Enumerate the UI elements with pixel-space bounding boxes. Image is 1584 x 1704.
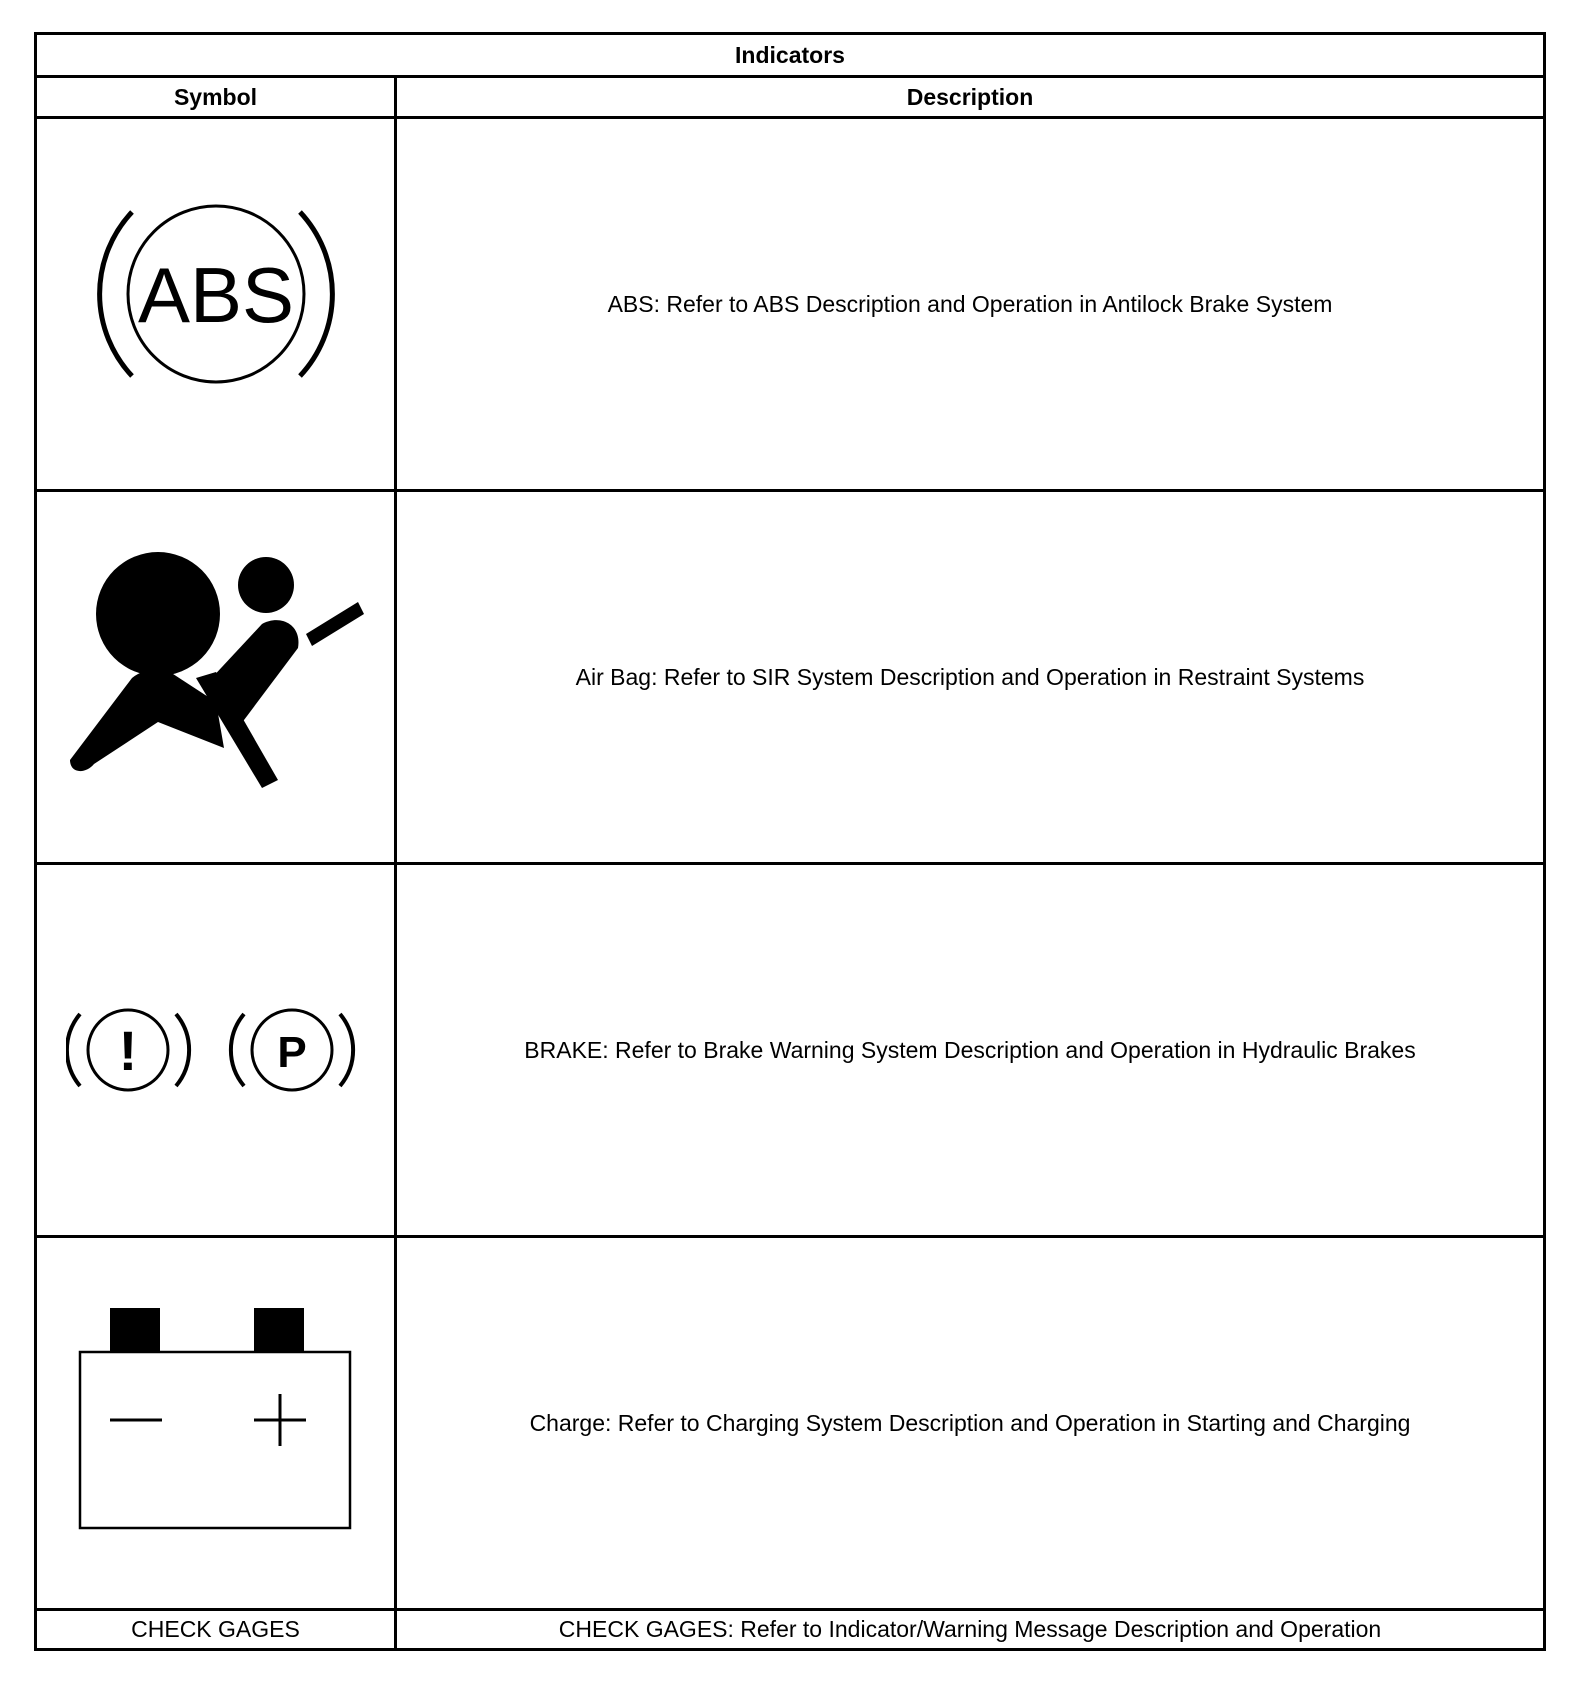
header-symbol: Symbol bbox=[36, 77, 396, 118]
symbol-cell bbox=[36, 118, 396, 491]
table-row bbox=[36, 1610, 1545, 1650]
description-cell: Air Bag: Refer to SIR System Description and Operation in Restraint Systems bbox=[396, 491, 1545, 864]
description-cell: ABS: Refer to ABS Description and Operation in Antilock Brake System bbox=[396, 118, 1545, 491]
description-cell: Charge: Refer to Charging System Description and Operation in Starting and Charging bbox=[396, 1237, 1545, 1610]
table-row bbox=[36, 491, 1545, 864]
indicators-table bbox=[34, 32, 1546, 1651]
abs-warning-icon bbox=[96, 204, 336, 404]
parking-brake-icon bbox=[230, 1010, 352, 1090]
table-row bbox=[36, 1237, 1545, 1610]
symbol-cell bbox=[36, 864, 396, 1237]
header-description: Description bbox=[396, 77, 1545, 118]
brake-park-text: P bbox=[276, 1028, 307, 1077]
brake-exclaim-text: ! bbox=[118, 1019, 137, 1082]
battery-charge-icon bbox=[76, 1308, 356, 1538]
symbol-cell bbox=[36, 1237, 396, 1610]
brake-warning-icons bbox=[66, 1000, 366, 1100]
symbol-cell bbox=[36, 491, 396, 864]
table-title: Indicators bbox=[36, 34, 1545, 77]
symbol-cell: CHECK GAGES bbox=[36, 1610, 396, 1650]
brake-exclaim-icon bbox=[66, 1010, 188, 1090]
table-row bbox=[36, 864, 1545, 1237]
air-bag-icon bbox=[66, 552, 366, 802]
table-row bbox=[36, 118, 1545, 491]
abs-text: ABS bbox=[137, 251, 294, 339]
description-cell: CHECK GAGES: Refer to Indicator/Warning Message Description and Operation bbox=[396, 1610, 1545, 1650]
description-cell: BRAKE: Refer to Brake Warning System Description and Operation in Hydraulic Brakes bbox=[396, 864, 1545, 1237]
